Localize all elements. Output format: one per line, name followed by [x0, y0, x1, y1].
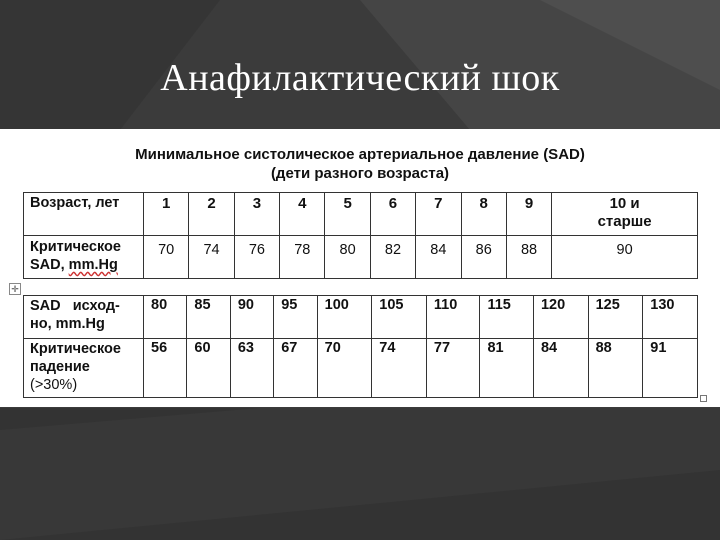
- initial-sad-cell: 100: [317, 296, 372, 339]
- critical-drop-cell: 74: [372, 339, 427, 398]
- table-row-critical-drop: [24, 339, 698, 398]
- table-row-age: [24, 193, 698, 236]
- critical-drop-cell: 77: [426, 339, 480, 398]
- age-last-line-1: 10 и: [609, 195, 640, 212]
- critical-sad-cell: 70: [144, 236, 189, 279]
- heading-line-1: Минимальное систолическое артериальное давление (SAD): [135, 146, 585, 163]
- content-area: [0, 129, 720, 407]
- resize-square-icon[interactable]: [700, 395, 707, 402]
- critical-drop-cell: 60: [187, 339, 230, 398]
- age-cell: 4: [280, 193, 325, 236]
- initial-sad-header-line-1: SAD исход-: [30, 298, 120, 314]
- critical-drop-cell: 70: [317, 339, 372, 398]
- table-row-critical-sad: [24, 236, 698, 279]
- age-sad-table: [23, 192, 698, 279]
- table-row-initial-sad: [24, 296, 698, 339]
- critical-drop-cell: 67: [274, 339, 317, 398]
- age-cell: 7: [416, 193, 461, 236]
- critical-drop-cell: 81: [480, 339, 534, 398]
- initial-sad-cell: 130: [643, 296, 698, 339]
- slide-title: Анафилактический шок: [160, 57, 560, 99]
- critical-sad-header-line-2: [30, 256, 137, 274]
- age-cell-last: [552, 193, 698, 236]
- move-arrows-icon[interactable]: ✛: [9, 283, 21, 295]
- critical-sad-cell: 88: [506, 236, 551, 279]
- age-cell: 5: [325, 193, 370, 236]
- critical-sad-cell: 82: [370, 236, 415, 279]
- critical-drop-header-line-2: падение: [30, 359, 90, 375]
- age-header-cell: Возраст, лет: [24, 193, 144, 236]
- age-cell: 1: [144, 193, 189, 236]
- sad-drop-table: [23, 295, 698, 398]
- initial-sad-cell: 115: [480, 296, 534, 339]
- critical-sad-cell: 90: [552, 236, 698, 279]
- critical-sad-header-prefix: SAD,: [30, 257, 69, 273]
- critical-drop-header-cell: [24, 339, 144, 398]
- initial-sad-cell: 125: [588, 296, 643, 339]
- critical-drop-cell: 56: [144, 339, 187, 398]
- critical-sad-header-cell: [24, 236, 144, 279]
- age-cell: 9: [506, 193, 551, 236]
- critical-drop-header-line-1: Критическое: [30, 341, 121, 357]
- critical-drop-cell: 63: [230, 339, 273, 398]
- critical-drop-cell: 84: [533, 339, 588, 398]
- age-last-line-2: старше: [597, 213, 652, 230]
- initial-sad-header-cell: [24, 296, 144, 339]
- initial-sad-cell: 95: [274, 296, 317, 339]
- critical-drop-header-line-3: (>30%): [30, 377, 78, 393]
- critical-sad-cell: 78: [280, 236, 325, 279]
- initial-sad-cell: 120: [533, 296, 588, 339]
- initial-sad-cell: 85: [187, 296, 230, 339]
- critical-sad-header-line-1: Критическое: [30, 239, 121, 255]
- age-cell: 8: [461, 193, 506, 236]
- initial-sad-cell: 80: [144, 296, 187, 339]
- critical-sad-header-unit: mm.Hg: [68, 257, 118, 273]
- initial-sad-cell: 110: [426, 296, 480, 339]
- age-cell: 2: [189, 193, 234, 236]
- initial-sad-header-line-2: но, mm.Hg: [30, 316, 105, 332]
- critical-sad-cell: 74: [189, 236, 234, 279]
- critical-sad-cell: 76: [234, 236, 279, 279]
- critical-drop-cell: 88: [588, 339, 643, 398]
- critical-drop-cell: 91: [643, 339, 698, 398]
- table-heading: [0, 145, 720, 183]
- critical-sad-cell: 86: [461, 236, 506, 279]
- age-cell: 6: [370, 193, 415, 236]
- initial-sad-cell: 90: [230, 296, 273, 339]
- age-cell: 3: [234, 193, 279, 236]
- critical-sad-cell: 80: [325, 236, 370, 279]
- critical-sad-cell: 84: [416, 236, 461, 279]
- heading-line-2: (дети разного возраста): [270, 165, 450, 182]
- initial-sad-cell: 105: [372, 296, 427, 339]
